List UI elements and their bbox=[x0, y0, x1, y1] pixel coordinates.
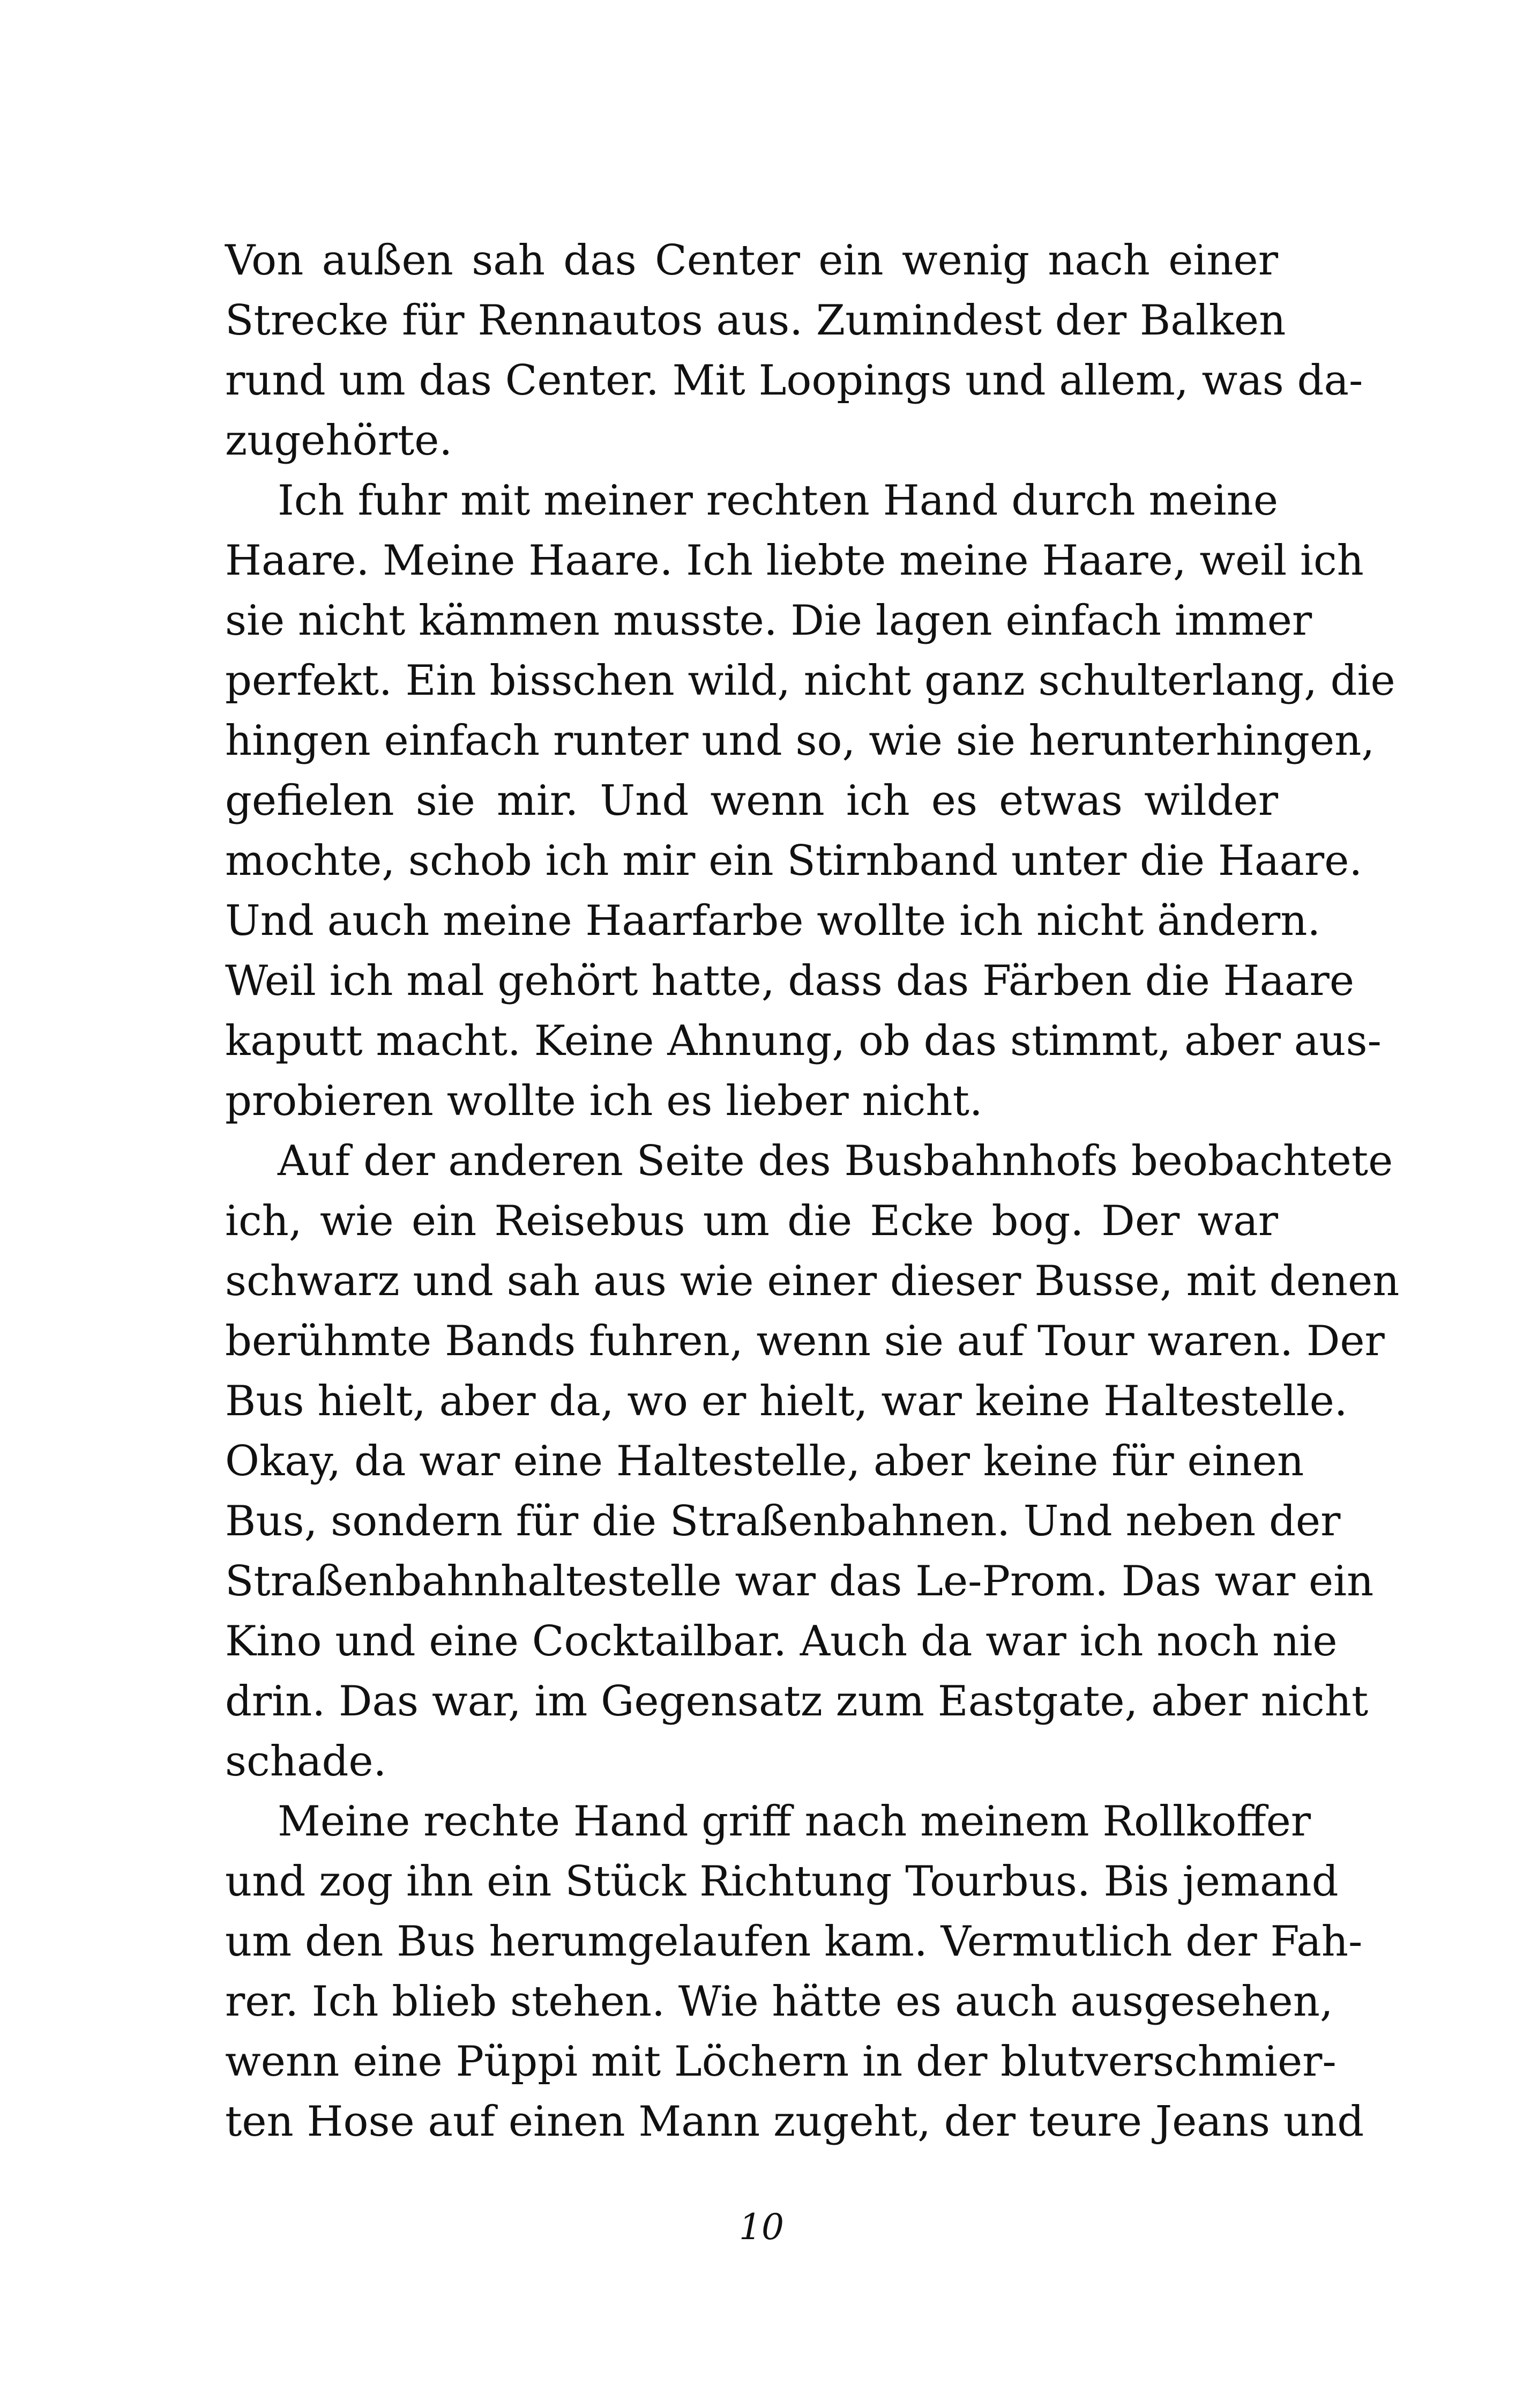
text-line: drin. Das war, im Gegensatz zum Eastgate, aber nicht bbox=[225, 1677, 1369, 1726]
text-line: kaputt macht. Keine Ahnung, ob das stimmt, aber aus- bbox=[225, 1017, 1382, 1065]
text-line: schade. bbox=[225, 1737, 387, 1786]
body-text bbox=[225, 231, 1400, 2152]
text-line: Haare. Meine Haare. Ich liebte meine Haare, weil ich bbox=[225, 537, 1364, 585]
text-line: Weil ich mal gehört hatte, dass das Färben die Haare bbox=[225, 957, 1354, 1005]
text-line: Straßenbahnhaltestelle war das Le-Prom. Das war ein bbox=[225, 1557, 1374, 1606]
text-line: rer. Ich blieb stehen. Wie hätte es auch ausgesehen, bbox=[225, 1978, 1333, 2026]
text-line: ten Hose auf einen Mann zugeht, der teure Jeans und bbox=[225, 2098, 1364, 2146]
text-line: Bus, sondern für die Straßenbahnen. Und neben der bbox=[225, 1497, 1341, 1545]
text-line: zugehörte. bbox=[225, 417, 453, 465]
text-line: berühmte Bands fuhren, wenn sie auf Tour waren. Der bbox=[225, 1317, 1385, 1365]
text-line: ich, wie ein Reisebus um die Ecke bog. Der war bbox=[225, 1197, 1278, 1245]
text-line: Kino und eine Cocktailbar. Auch da war ich noch nie bbox=[225, 1617, 1338, 1666]
text-line: sie nicht kämmen musste. Die lagen einfach immer bbox=[225, 597, 1312, 645]
text-line: Ich fuhr mit meiner rechten Hand durch meine bbox=[278, 477, 1278, 525]
text-line: Okay, da war eine Haltestelle, aber keine für einen bbox=[225, 1437, 1304, 1485]
text-line: mochte, schob ich mir ein Stirnband unter die Haare. bbox=[225, 837, 1363, 885]
text-line: und zog ihn ein Stück Richtung Tourbus. Bis jemand bbox=[225, 1857, 1339, 1906]
text-line: Auf der anderen Seite des Busbahnhofs beobachtete bbox=[278, 1137, 1393, 1185]
text-line: rund um das Center. Mit Loopings und allem, was da- bbox=[225, 356, 1363, 405]
text-line: Von außen sah das Center ein wenig nach einer bbox=[225, 236, 1278, 285]
text-line: um den Bus herumgelaufen kam. Vermutlich der Fah- bbox=[225, 1918, 1363, 1966]
text-line: perfekt. Ein bisschen wild, nicht ganz schulterlang, die bbox=[225, 657, 1395, 705]
text-line: Strecke für Rennautos aus. Zumindest der Balken bbox=[225, 296, 1286, 345]
text-line: hingen einfach runter und so, wie sie herunterhingen, bbox=[225, 717, 1375, 765]
text-line: wenn eine Püppi mit Löchern in der blutverschmier- bbox=[225, 2038, 1337, 2086]
text-line: gefielen sie mir. Und wenn ich es etwas wilder bbox=[225, 777, 1278, 825]
text-line: probieren wollte ich es lieber nicht. bbox=[225, 1077, 983, 1125]
text-line: schwarz und sah aus wie einer dieser Busse, mit denen bbox=[225, 1257, 1400, 1305]
text-line: Meine rechte Hand griff nach meinem Rollkoffer bbox=[278, 1797, 1311, 1846]
text-line: Und auch meine Haarfarbe wollte ich nicht ändern. bbox=[225, 897, 1321, 945]
page-number: 10 bbox=[739, 2206, 784, 2248]
text-line: Bus hielt, aber da, wo er hielt, war keine Haltestelle. bbox=[225, 1377, 1348, 1425]
